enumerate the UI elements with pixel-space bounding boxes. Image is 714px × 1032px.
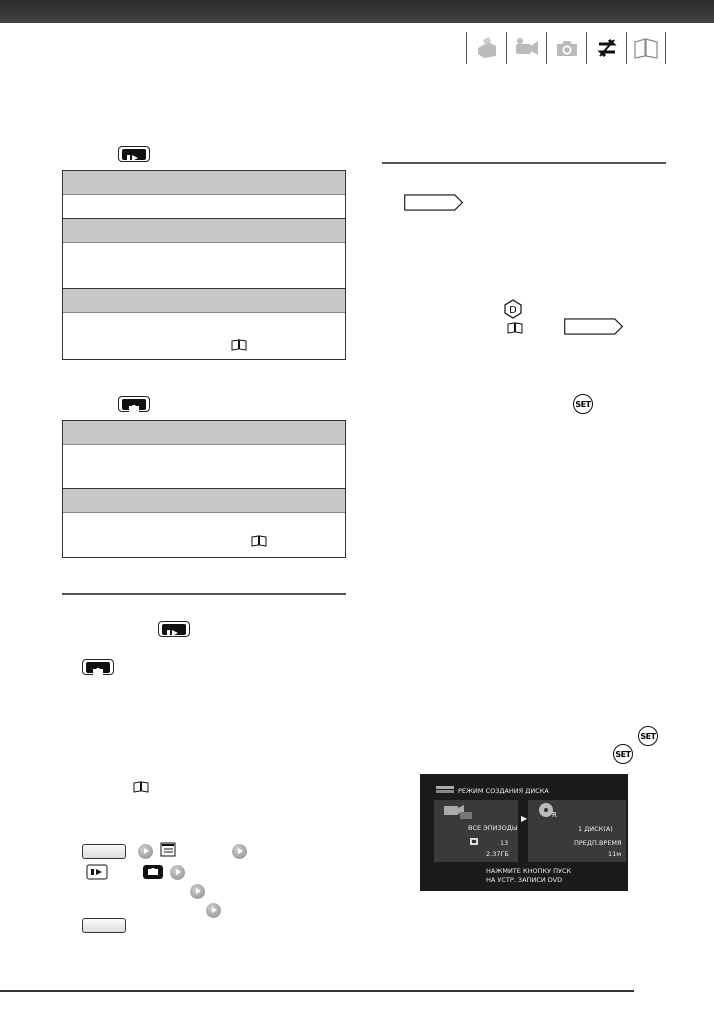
next-step-icon [170, 865, 185, 880]
book-icon [626, 32, 666, 64]
svg-text:R: R [552, 811, 557, 819]
page-ref-book-icon [231, 339, 247, 351]
photo-options-table [62, 420, 346, 558]
photo-camera-icon [546, 32, 586, 64]
svg-text:D: D [509, 305, 517, 316]
requirement-tag-icon [402, 194, 466, 211]
movie-options-table [62, 170, 346, 360]
menu-list-icon [160, 842, 176, 857]
table-row-header [63, 289, 345, 313]
photo-playback-button-icon [140, 864, 166, 880]
transfer-icon [586, 32, 626, 64]
table-row-body [63, 513, 345, 555]
set-button-icon: SET [638, 726, 658, 746]
scene-count: 13 [500, 839, 509, 847]
arrow-right-icon: ▶ [521, 814, 528, 823]
photo-playback-button-icon [82, 659, 114, 675]
all-scenes-label: ВСЕ ЭПИЗОДЫ [468, 824, 518, 832]
table-row-body [63, 445, 345, 489]
destination-panel [528, 800, 626, 862]
camera-lcd-screen [420, 774, 628, 891]
direct-button-icon [503, 299, 523, 319]
func-key-icon [82, 918, 126, 933]
source-panel [434, 800, 518, 862]
next-step-icon [232, 844, 247, 859]
table-row-body [63, 195, 345, 219]
table-row-body [63, 313, 345, 359]
page-ref-book-icon [507, 322, 523, 334]
prompt-line-1: НАЖМИТЕ КНОПКУ ПУСК [486, 867, 572, 875]
movie-playback-button-icon [118, 146, 150, 162]
hdd-camera-icon [442, 802, 474, 820]
section-divider-right [382, 162, 666, 164]
photo-playback-button-icon [118, 396, 150, 412]
set-button-icon: SET [613, 744, 633, 764]
requirement-tag-icon [562, 318, 626, 335]
table-row-body [63, 243, 345, 289]
total-size: 2.37ГБ [486, 850, 509, 858]
next-step-icon [138, 844, 153, 859]
disc-icon [538, 802, 556, 818]
table-row-header [63, 171, 345, 195]
movie-playback-button-icon [158, 621, 190, 637]
set-button-icon: SET [573, 394, 593, 414]
est-time-value: 11м [608, 850, 622, 858]
section-divider-left [62, 593, 346, 595]
next-step-icon [206, 903, 221, 918]
table-row-header [63, 489, 345, 513]
page-ref-book-icon [251, 535, 267, 547]
next-step-icon [190, 884, 205, 899]
scene-count-icon [470, 838, 478, 845]
func-key-icon [82, 844, 126, 859]
page-ref-book-icon [133, 781, 149, 793]
footer-divider [0, 990, 634, 992]
table-row-header [63, 421, 345, 445]
intro-icon [466, 32, 506, 64]
screen-title: РЕЖИМ СОЗДАНИЯ ДИСКА [458, 787, 549, 795]
est-time-label: ПРЕДП.ВРЕМЯ [574, 839, 622, 847]
disc-drive-icon [436, 785, 454, 794]
video-camera-icon [506, 32, 546, 64]
prompt-line-2: НА УСТР. ЗАПИСИ DVD [486, 876, 563, 884]
top-header-bar [0, 0, 714, 23]
table-row-header [63, 219, 345, 243]
movie-playback-button-icon [84, 864, 110, 880]
mode-icons-bar [466, 32, 666, 64]
disc-count: 1 ДИСК(А) [578, 825, 613, 833]
